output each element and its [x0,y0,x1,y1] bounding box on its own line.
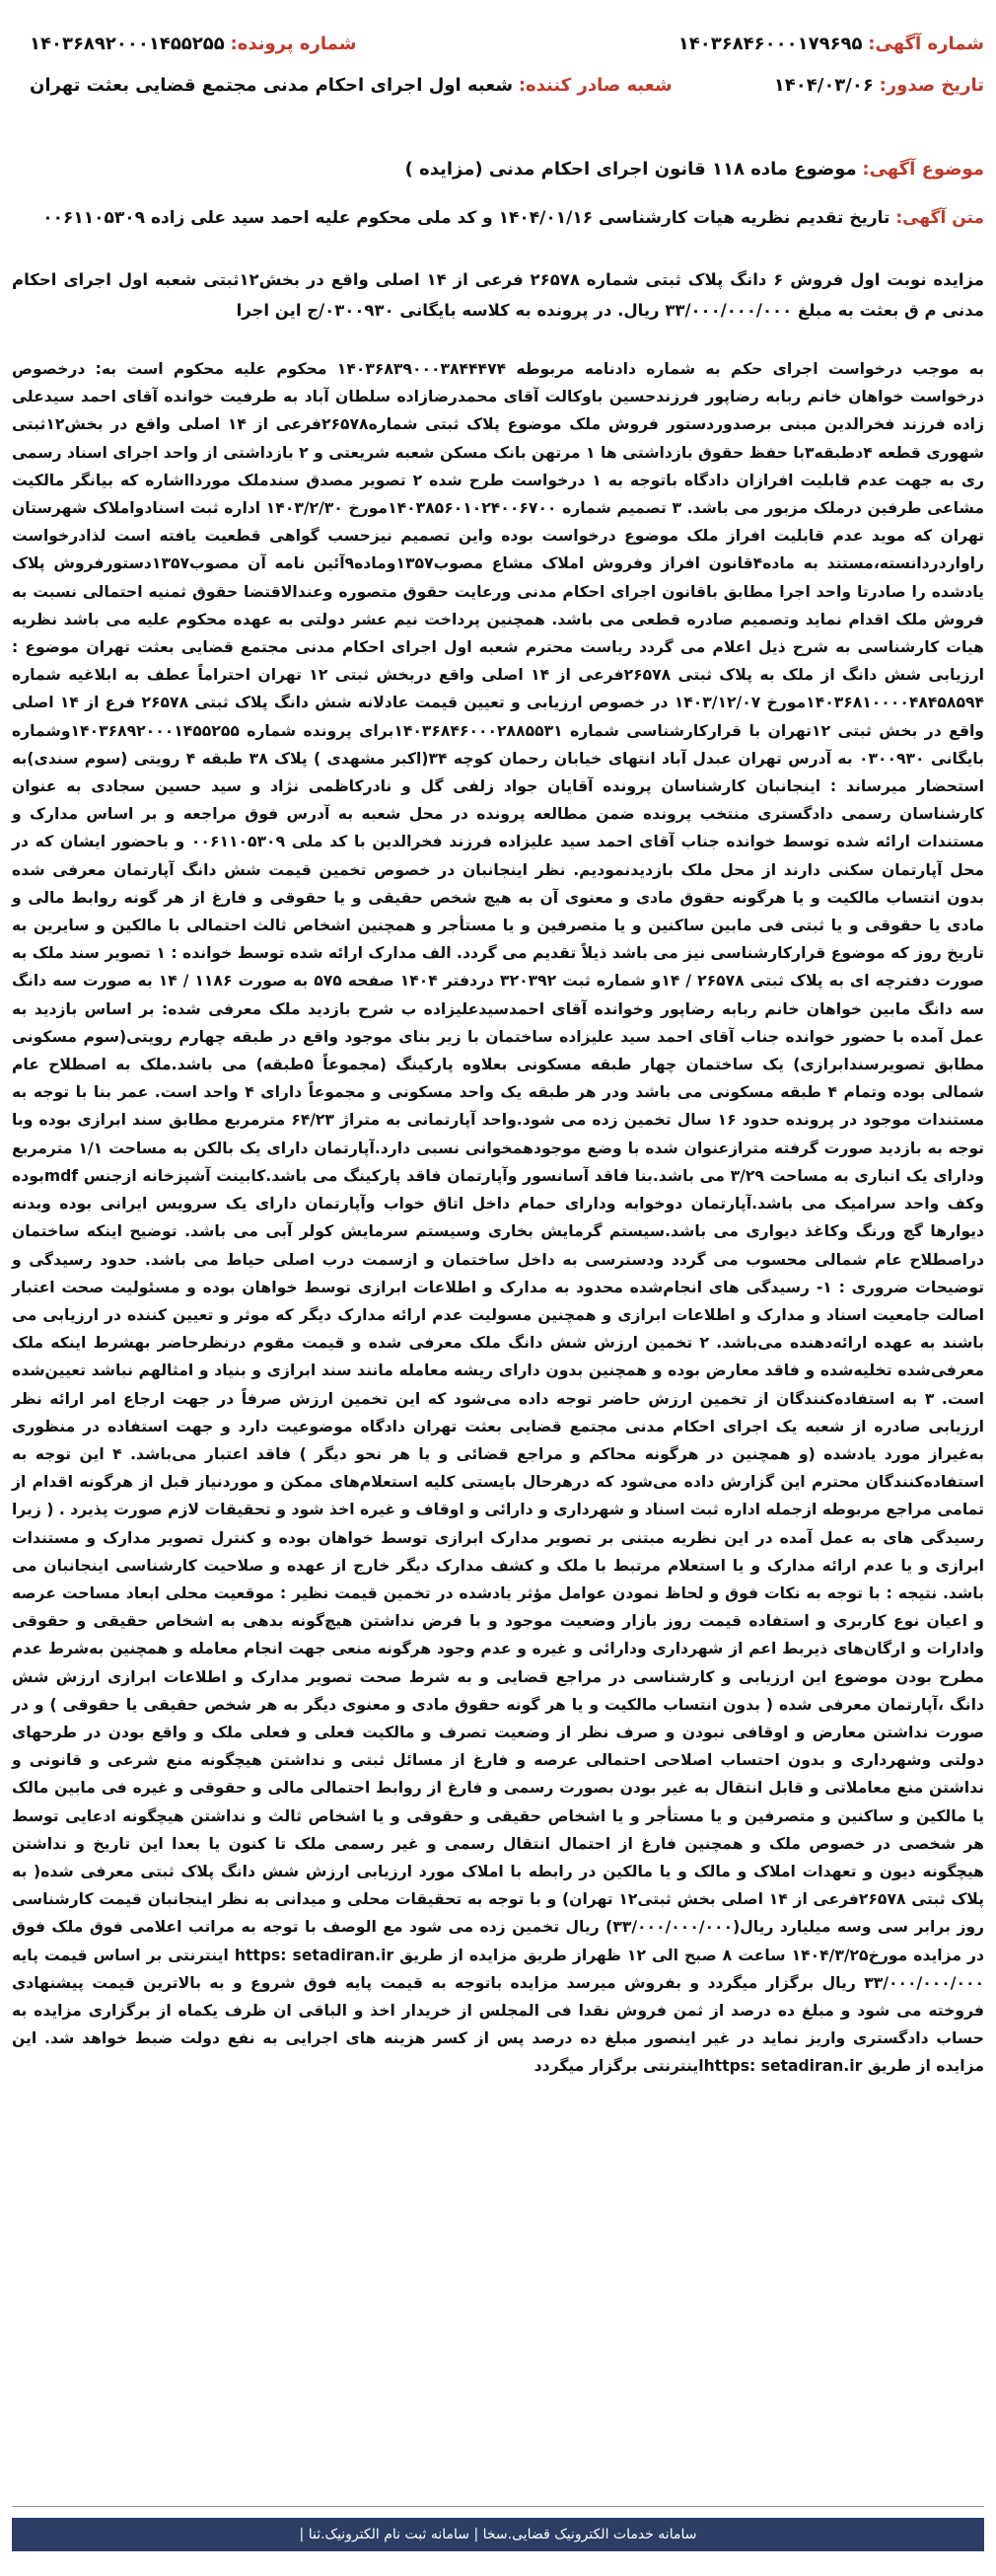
notice-text-intro [12,202,984,234]
subject-label: موضوع آگهی: [862,159,984,180]
footer-divider [12,2506,984,2507]
subject [30,153,984,186]
ad-number-label: شماره آگهی: [868,34,984,54]
subject-value: موضوع ماده ۱۱۸ قانون اجرای احکام مدنی (مزایده ) [404,159,857,180]
issue-date: ۱۴۰۴/۰۳/۰۶ [773,75,874,96]
issuer: شعبه اول اجرای احکام مدنی مجتمع قضایی بعثت تهران [30,75,514,96]
header-row-2 [30,71,984,101]
issuer-label: شعبه صادر کننده: [518,75,673,96]
auction-summary: مزایده نوبت اول فروش ۶ دانگ پلاک ثبتی شماره ۲۶۵۷۸ فرعی از ۱۴ اصلی واقع در بخش۱۲ثبتی شعبه اول اجرای احکام مدنی م ق بعثت به مبلغ ۳۳/۰۰۰/۰۰۰/۰۰۰ ریال. در پرونده به کلاسه بایگانی ۰۳۰۰۹۳۰/ج این اجرا [12,270,984,320]
intro-text: تاریخ تقدیم نظریه هیات کارشناسی ۱۴۰۴/۰۱/۱۶ و کد ملی محکوم علیه احمد سید علی زاده ۰۰۶۱۱۰۵۳۰۹ [42,208,890,228]
case-number: ۱۴۰۳۶۸۹۲۰۰۰۱۴۵۵۲۵۵ [30,34,225,54]
notice-header [30,30,984,168]
text-label: متن آگهی: [895,208,984,228]
header-row-1 [30,30,984,59]
issue-date-label: تاریخ صدور: [879,75,984,96]
case-number-label: شماره پرونده: [230,34,357,54]
ad-number: ۱۴۰۳۶۸۴۶۰۰۰۱۷۹۶۹۵ [677,34,863,54]
footer-bar: سامانه خدمات الکترونیک قضایی.سخا | سامانه ثبت نام الکترونیک.ثنا | [12,2518,984,2551]
notice-body: به موجب درخواست اجرای حکم به شماره دادنامه مربوطه ۱۴۰۳۶۸۳۹۰۰۰۳۸۴۴۴۷۴ محکوم علیه محکوم است به: درخصوص درخواست خواهان خانم ربابه رضاپور فرزندحسین باوکالت آقای محمدرضازاده سلطان آباد به طرفیت خوانده آقای احمد سیدعلی زاده فرزند فخرالدین مبنی برصدوردستور فروش ملک موضوع پلاک ثبتی شماره۲۶۵۷۸فرعی از ۱۴ اصلی واقع در بخش۱۲ثبتی شهوری قطعه ۴دطبقه۳با حفظ حقوق بازداشتی ها ۱ مرتهن بانک مسکن شعبه شریعتی و ۲ بازداشتی از واحد اجرای اسناد رسمی ری به جهت عدم قابلیت افرازان دادگاه باتوجه به ۱ درخواست طرح شده ۲ تصویر مصدق سندملک موردااشاره که بیانگر مالکیت مشاعی طرفین درملک مزبور می باشد. ۳ تصمیم شماره ۱۴۰۳۸۵۶۰۱۰۲۴۰۰۶۷۰۰مورخ ۱۴۰۳/۲/۳۰ اداره ثبت اسنادواملاک شهرستان تهران که موید عدم قابلیت افراز ملک موضوع درخواست بوده واین تصمیم نیزحسب گواهی قطعیت یافته است لذادرخواست راواردردانسته،مستند به ماده۴قانون افراز وفروش املاک مشاع مصوب۱۳۵۷وماده۹آئین نامه آن مصوب۱۳۵۷دستورفروش پلاک یادشده را صادرتا واحد اجرا مطابق باقانون اجرای احکام مدنی ورعایت حقوق متصوره وعندالاقتضا حقوق ثمنیه احتمالی نسبت به فروش ملک اقدام نماید وتصمیم صادره قطعی می باشد. همچنین پرداخت نیم عشر دولتی به عهده محکوم علیه می باشد نظریه هیات کارشناسی به شرح ذیل اعلام می گردد ریاست محترم شعبه اول اجرای احکام مدنی مجتمع قضایی بعثت تهران موضوع : ارزیابی شش دانگ از ملک به پلاک ثبتی ۲۶۵۷۸فرعی از ۱۴ اصلی واقع دربخش ثبتی ۱۲ تهران احتراماً عطف به ابلاغیه شماره ۱۴۰۳۶۸۱۰۰۰۰۴۸۴۵۸۵۹۴مورخ ۱۴۰۳/۱۲/۰۷ در خصوص ارزیابی و تعیین قیمت عادلانه شش دانگ پلاک ثبتی ۲۶۵۷۸ فرع از ۱۴ اصلی واقع در بخش ثبتی ۱۲تهران با قرارکارشناسی شماره ۱۴۰۳۶۸۴۶۰۰۰۲۸۸۵۵۳۱برای پرونده شماره ۱۴۰۳۶۸۹۲۰۰۰۱۴۵۵۲۵۵وشماره بایگانی ۰۳۰۰۹۳۰ به آدرس تهران عبدل آباد انتهای خیابان رحمان کوچه ۳۴(اکبر مشهدی ) پلاک ۳۸ طبقه ۴ رویتی (سوم سندی)به استحضار میرساند : اینجانبان کارشناسان پرونده آقایان جواد زلفی گل و نادرکاظمی نژاد و سید حسین سجادی به عنوان کارشناسان رسمی دادگستری منتخب پرونده ضمن مطالعه پرونده در محل شعبه به آدرس فوق مراجعه و بر اساس مدارک و مستندات ارائه شده توسط خوانده جناب آقای احمد سید علیزاده فرزند فخرالدین با کد ملی ۰۰۶۱۱۰۵۳۰۹ و باحضور ایشان که در محل آپارتمان سکنی دارند از محل ملک بازدیدنمودیم. نظر اینجانبان در خصوص تخمین قیمت شش دانگ آپارتمان معرفی شده بدون انتساب مالکیت و یا هرگونه حقوق مادی و معنوی آن به هیچ شخص حقیقی و یا حقوقی و فارغ از هر گونه روابط مالی و مادی یا حقوقی و یا ثبتی فی مابین ساکنین و یا متصرفین و یا مستأجر و همچنین اشخاص ثالث احتمالی با مالکین و سایرین به تاریخ روز که موضوع قرارکارشناسی نیز می باشد ذیلاً تقدیم می گردد. الف مدارک ارائه شده توسط خوانده : ۱ تصویر سند ملک به صورت دفترچه ای به پلاک ثبتی ۲۶۵۷۸ / ۱۴و شماره ثبت ۳۲۰۳۹۲ دردفتر ۱۴۰۴ صفحه ۵۷۵ به صورت ۱۱۸۶ / ۱۴ به صورت سه دانگ سه دانگ مابین خواهان خانم ربابه رضاپور وخوانده آقای احمدسیدعلیزاده ب شرح بازدید ملک معرفی شده: بر اساس بازدید به عمل آمده با حضور خوانده جناب آقای احمد سید علیزاده ساختمان با زیر بنای موجود واقع در طبقه چهارم رویتی(سوم مسکونی مطابق تصویرسندابرازی) یک ساختمان چهار طبقه مسکونی بعلاوه پارکینگ (مجموعاً ۵طبقه) می باشد.ملک به اصطلاح عام شمالی بوده وتمام ۴ طبقه مسکونی می باشد ودر هر طبقه یک واحد مسکونی و مجموعاً دارای ۴ واحد است. عمر بنا با توجه به مستندات موجود در پرونده حدود ۱۶ سال تخمین زده می شود.واحد آپارتمانی به متراژ ۶۴/۲۳ مترمربع مطابق سند ابرازی بوده وبا توجه به بازدید صورت گرفته مترازعنوان شده با وضع موجودهمخوانی نسبی دارد.آپارتمان دارای یک بالکن به مساحت ۱/۱ مترمربع ودارای یک انباری به مساحت ۳/۲۹ می باشد.بنا فاقد آسانسور وآپارتمان فاقد پارکینگ می باشد.کابینت آشپزخانه ازجنس mdfبوده وکف واحد سرامیک می باشد.آپارتمان دوخوابه ودارای حمام داخل اتاق خواب وآپارتمان دارای یک سرویس ایرانی بوده وبدنه دیوارها گچ ورنگ وکاغذ دیواری می باشد.سیستم گرمایش بخاری وسیستم سرمایش کولر آبی می باشد. توضیح اینکه ساختمان دراصطلاح عام شمالی محسوب می گردد ودسترسی به داخل ساختمان و ازسمت درب اصلی حیاط می باشد. حدود رسیدگی و توضیحات ضروری : ۱- رسیدگی های انجام‌شده محدود به مدارک و اطلاعات ابرازی توسط خواهان بوده و مسئولیت صحت اعتبار اصالت جامعیت اسناد و مدارک و اطلاعات ابرازی و همچنین مسولیت عدم ارائه مدارک دیگر که موثر و تعیین کننده در ارزیابی می باشند به عهده ارائه‌دهنده می‌باشد. ۲ تخمین ارزش شش دانگ ملک معرفی شده و قیمت مقوم درنظرحاضر بهشرط اینکه ملک معرفی‌شده تخلیه‌شده و فاقد معارض بوده و همچنین بدون دارای ریشه معامله مانند سند ابرازی و بنیاد و امثالهم نباشد تعیین‌شده است. ۳ به استفاده‌کنندگان از تخمین ارزش حاضر توجه داده می‌شود که این تخمین ارزش صرفاً در جهت ارجاع امر ارائه نظر ارزیابی صادره از شعبه یک اجرای احکام مدنی مجتمع قضایی بعثت تهران دادگاه موضوعیت دارد و جهت استفاده در منظوری به‌غیراز مورد یادشده (و همچنین در هرگونه محاکم و مراجع قضائی و یا هر نحو دیگر ) فاقد اعتبار می‌باشد. ۴ این توجه به استفاده‌کنندگان محترم این گزارش داده می‌شود که درهرحال بایستی کلیه استعلام‌های ممکن و موردنیاز قبل از هرگونه اقدام از تمامی مراجع مربوطه ازجمله اداره ثبت اسناد و شهرداری و دارائی و اوقاف و غیره اخذ شود و تحقیقات لازم صورت پذیرد . ( زیرا رسیدگی های به عمل آمده در این نظریه مبتنی بر تصویر مدارک ابرازی توسط خواهان بوده و کنترل تصویر مدارک و مستندات ابرازی و یا عدم ارائه مدارک و یا استعلام مرتبط با ملک و کشف مدارک دیگر خارج از عهده و صلاحیت کارشناسی اینجانبان می باشد. نتیجه : با توجه به نکات فوق و لحاظ نمودن عوامل مؤثر یادشده در تخمین قیمت نظیر : موقعیت محلی ابعاد مساحت عرصه و اعیان نوع کاربری و استفاده قیمت روز بازار وضعیت موجود و با فرض نداشتن هیچ‌گونه بدهی به اشخاص حقیقی و حقوقی وادارات و ارگان‌های ذیربط اعم از شهرداری ودارائی و غیره و عدم وجود هرگونه منعی جهت انجام معامله و همچنین به‌شرط عدم مطرح بودن موضوع این ارزیابی و کارشناسی در مراجع قضایی و به شرط صحت تصویر مدارک و اطلاعات ابرازی ارزش شش دانگ ،آپارتمان معرفی شده ( بدون انتساب مالکیت و یا هر گونه حقوق مادی و معنوی دیگر به هر شخص حقیقی یا حقوقی ) و در صورت نداشتن معارض و اوقافی نبودن و صرف نظر از وضعیت تصرف و مالکیت فعلی و فعلی ملک و واقع بودن در طرحهای دولتی وشهرداری و بدون احتساب اصلاحی احتمالی عرصه و فارغ از مسائل ثبتی و نداشتن هیچگونه منع شرعی و قانونی و نداشتن منع معاملاتی و قابل انتقال به غیر بودن بصورت رسمی و فارغ از روابط احتمالی مالی و حقوقی و غیره فی مابین مالک یا مالکین و ساکنین و متصرفین و یا مستأجر و یا اشخاص حقیقی و حقوقی و یا اشخاص ثالث و نداشتن هیچگونه ادعایی توسط هر شخصی در خصوص ملک و همچنین فارغ از احتمال انتقال رسمی و غیر رسمی ملک تا کنون یا بعدا این تاریخ و نداشتن هیچگونه دیون و تعهدات املاک و مالک و یا مالکین در رابطه با املاک مورد ارزیابی ارزش شش دانگ پلاک ثبتی معرفی شده( به پلاک ثبتی ۲۶۵۷۸فرعی از ۱۴ اصلی بخش ثبتی۱۲ تهران) و با توجه به تحقیقات محلی و میدانی به نظر اینجانبان قیمت کارشناسی روز برابر سی وسه میلیارد ریال(۳۳/۰۰۰/۰۰۰/۰۰۰) ریال تخمین زده می شود مع الوصف با توجه به مراتب اعلامی فوق ملک فوق در مزایده مورخ۱۴۰۴/۳/۲۵ ساعت ۸ صبح الی ۱۲ ظهراز طریق مزایده از طریق https: setadiran.ir اینترنتی بر اساس قیمت پایه ۳۳/۰۰۰/۰۰۰/۰۰۰ ریال برگزار میگردد و بفروش میرسد مزایده باتوجه به قیمت پایه فوق شروع و به بالاترین قیمت پیشنهادی فروخته می شود و مبلغ ده درصد از ثمن فروش نقدا فی المجلس از خریدار اخذ و الباقی ان ظرف یکماه از برگزاری مزایده به حساب دادگستری واریز نماید در غیر اینصور مبلغ ده درصد پس از کسر هزینه های اجرایی به نفع دولت ضبط خواهد شد. این مزایده از طریق https: setadiran.irاینترنتی برگزار میگردد [12,360,985,2076]
